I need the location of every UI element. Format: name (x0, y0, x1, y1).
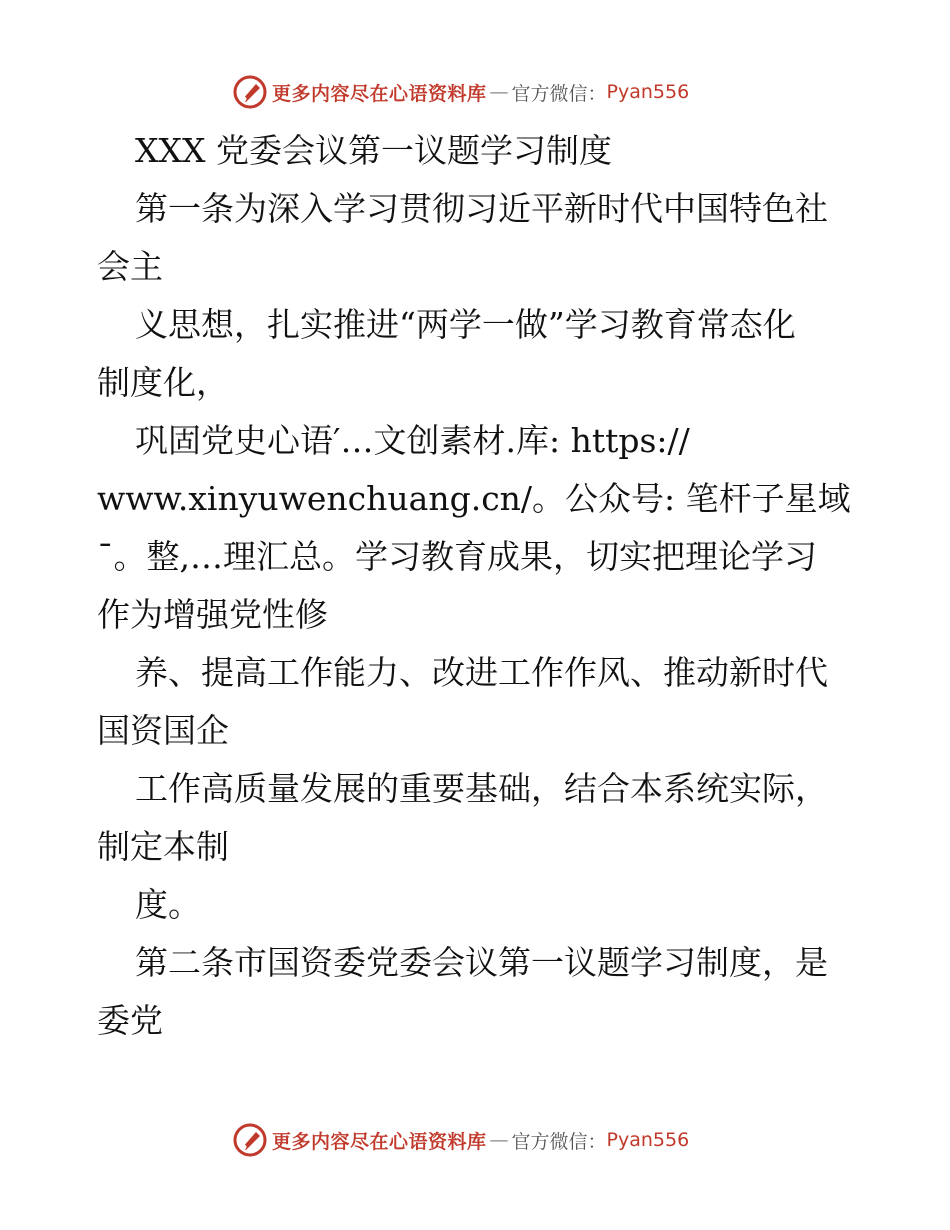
text-line: 委党 (97, 1001, 163, 1040)
text-line: 工作高质量发展的重要基础，结合本系统实际， (135, 769, 828, 808)
text-line: 会主 (97, 247, 163, 286)
watermark-title: 更多内容尽在心语资料库 (272, 1130, 487, 1153)
watermark-wechat-id: Pyan556 (606, 1129, 690, 1151)
text-line: 作为增强党性修 (97, 595, 328, 634)
text-line: 国资国企 (97, 711, 229, 750)
watermark-title: 更多内容尽在心语资料库 (272, 82, 487, 105)
text-line: 制度化， (97, 363, 229, 402)
watermark-wechat-label: 官方微信： (511, 82, 607, 105)
text-line: 第二条市国资委党委会议第一议题学习制度，是 (135, 943, 828, 982)
text-line: 第一条为深入学习贯彻习近平新时代中国特色社 (135, 189, 828, 228)
watermark-header (232, 72, 752, 112)
watermark-dash: — (489, 1129, 509, 1151)
text-line: www.xinyuwenchuang.cn/。公众号: 笔杆子星域 (97, 479, 851, 518)
pen-logo-icon (232, 74, 268, 110)
text-line: 度。 (135, 885, 201, 924)
watermark-footer (232, 1120, 752, 1160)
text-line: 养、提高工作能力、改进工作作风、推动新时代 (135, 653, 828, 692)
watermark-wechat-id: Pyan556 (606, 81, 690, 103)
pen-logo-icon (232, 1122, 268, 1158)
text-line: 巩固党史心语′…文创素材.库: https:// (135, 421, 690, 460)
watermark-dash: — (489, 81, 509, 103)
text-line: 义思想，扎实推进“两学一做”学习教育常态化 (135, 305, 796, 344)
text-line: 制定本制 (97, 827, 229, 866)
watermark-wechat-label: 官方微信： (511, 1130, 607, 1153)
document-title: XXX 党委会议第一议题学习制度 (135, 131, 612, 170)
text-line: ¯。整,…理汇总。学习教育成果，切实把理论学习 (97, 537, 817, 576)
document-body (97, 122, 857, 1050)
